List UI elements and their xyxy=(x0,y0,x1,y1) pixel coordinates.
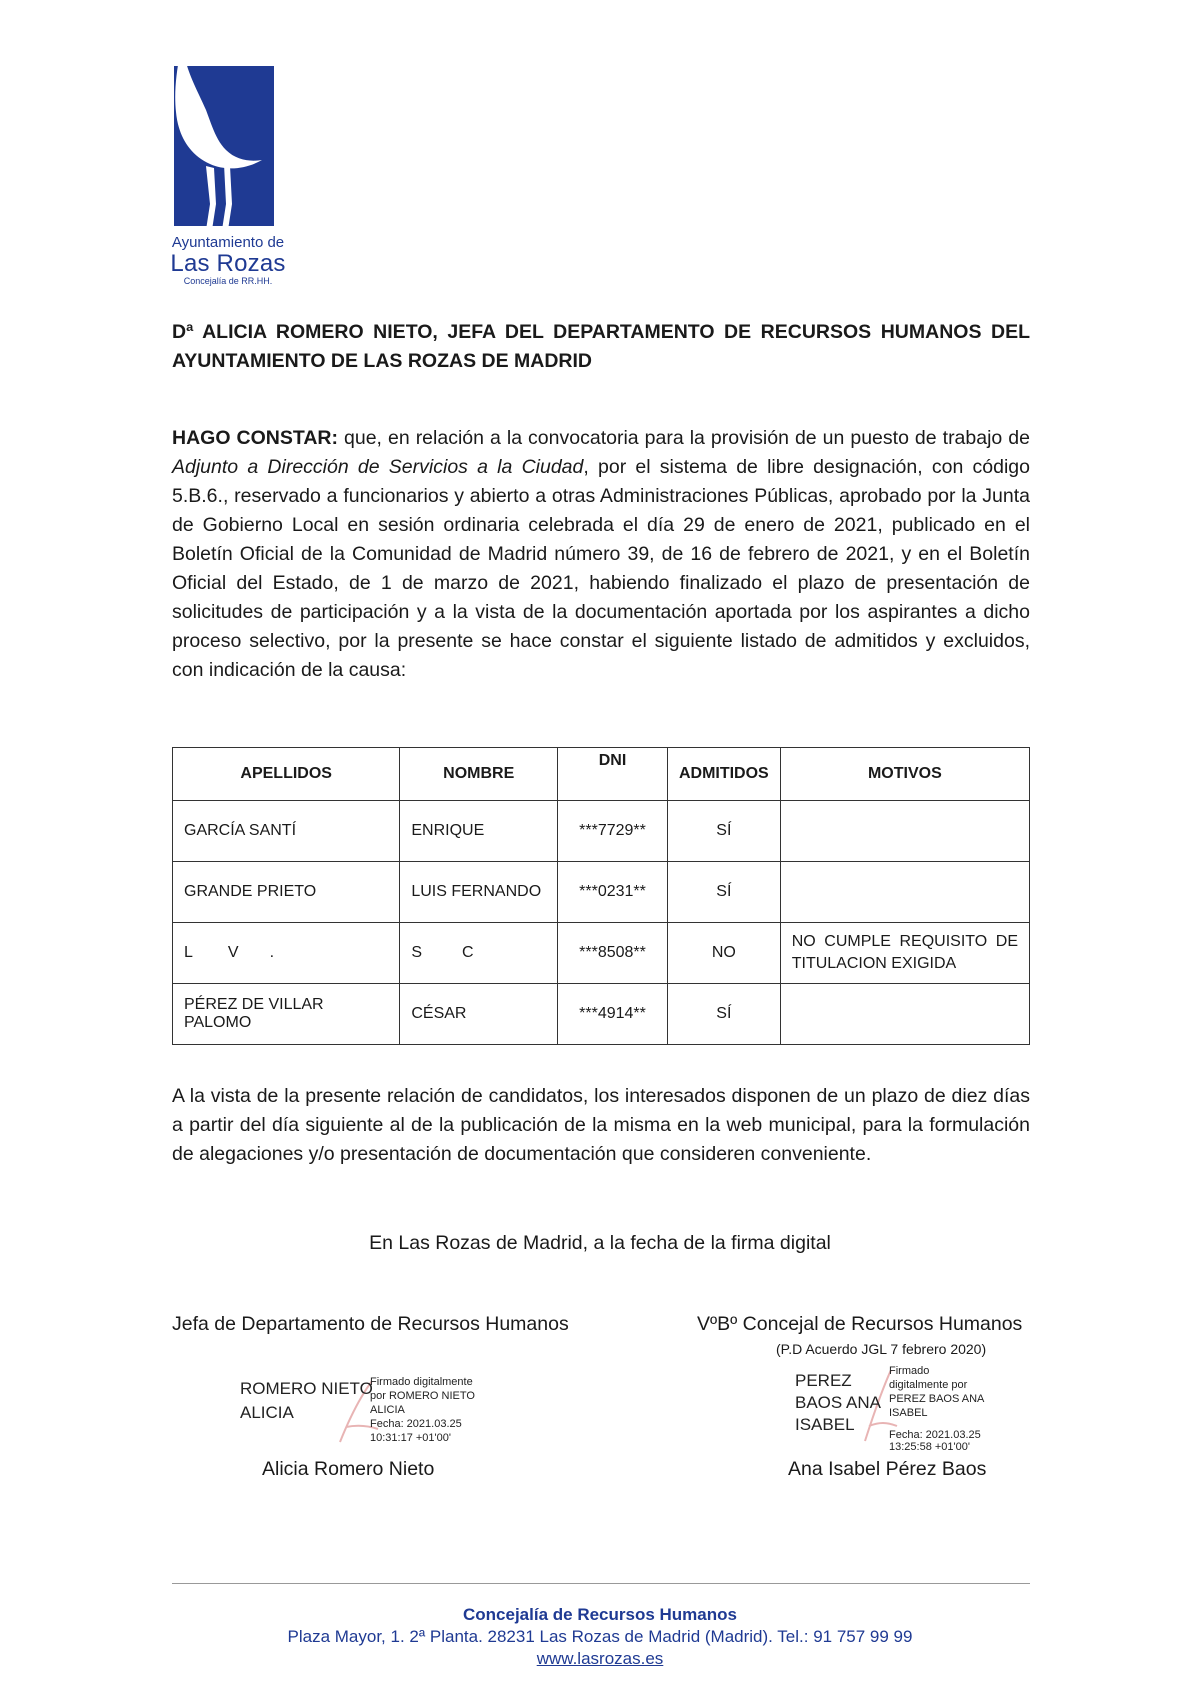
stamp-name-line-1: ROMERO NIETO xyxy=(240,1379,373,1398)
footer-web-link[interactable]: www.lasrozas.es xyxy=(536,1649,664,1668)
logo-line-2: Las Rozas xyxy=(170,250,286,277)
stamp-text-line-3: PEREZ BAOS ANA xyxy=(889,1393,985,1405)
cell-apellidos: PÉREZ DE VILLAR PALOMO xyxy=(173,984,400,1045)
cell-nombre: S C xyxy=(400,923,558,984)
stamp-name-line-1: PEREZ xyxy=(795,1371,852,1390)
stamp-text-line-1: Firmado xyxy=(889,1365,930,1377)
cell-motivo xyxy=(780,862,1029,923)
stamp-text-line-5: 10:31:17 +01'00' xyxy=(370,1432,451,1444)
stamp-text-line-4: ISABEL xyxy=(889,1407,928,1419)
cell-motivo: NO CUMPLE REQUISITO DE TITULACION EXIGIDA xyxy=(780,923,1029,984)
table-row xyxy=(173,862,1030,923)
signer-name-right: Ana Isabel Pérez Baos xyxy=(788,1458,987,1480)
document-heading: Dª ALICIA ROMERO NIETO, JEFA DEL DEPARTAMENTO DE RECURSOS HUMANOS DEL AYUNTAMIENTO DE LAS ROZAS DE MADRID xyxy=(172,321,1030,372)
closing-paragraph: A la vista de la presente relación de candidatos, los interesados disponen de un plazo de diez días a partir del día siguiente al de la publicación de la misma en la web municipal, para la formulación de alegaciones y/o presentación de documentación que consideren conveniente. xyxy=(172,1085,1030,1165)
cell-motivo xyxy=(780,801,1029,862)
stamp-name-line-2: BAOS ANA xyxy=(795,1393,881,1412)
body-post: Adjunto a Dirección de Servicios a la Ciudad xyxy=(172,456,584,478)
place-date: En Las Rozas de Madrid, a la fecha de la firma digital xyxy=(369,1232,831,1254)
logo-line-3: Concejalía de RR.HH. xyxy=(183,276,273,286)
stamp-text-line-3: ALICIA xyxy=(370,1404,405,1416)
body-text-a: que, en relación a la convocatoria para la provisión de un puesto de trabajo de xyxy=(337,427,1030,449)
cell-admitido: SÍ xyxy=(667,984,780,1045)
cell-nombre: LUIS FERNANDO xyxy=(400,862,558,923)
signature-subtitle-right: (P.D Acuerdo JGL 7 febrero 2020) xyxy=(776,1341,987,1357)
body-text-b: , por el sistema de libre designación, con código 5.B.6., reservado a funcionarios y abierto a otras Administraciones Públicas, aprobado por la Junta de Gobierno Local en sesión ordinaria celebrada el día 29 de enero de 2021, publicado en el Boletín Oficial de la Comunidad de Madrid número 39, de 16 de febrero de 2021, y en el Boletín Oficial del Estado, de 1 de marzo de 2021, habiendo finalizado el plazo de presentación de solicitudes de participación y a la vista de la documentación aportada por los aspirantes a dicho proceso selectivo, por la presente se hace constar el siguiente listado de admitidos y excluidos, con indicación de la causa: xyxy=(172,456,1030,681)
cell-apellidos: GRANDE PRIETO xyxy=(173,862,400,923)
header-motivos: MOTIVOS xyxy=(780,748,1029,801)
stamp-text-line-4: Fecha: 2021.03.25 xyxy=(370,1418,462,1430)
stork-icon xyxy=(166,54,290,230)
stamp-text-line-2: por ROMERO NIETO xyxy=(370,1390,475,1402)
cell-apellidos: GARCÍA SANTÍ xyxy=(173,801,400,862)
digital-signature-left xyxy=(240,1372,500,1452)
logo-line-1: Ayuntamiento de xyxy=(171,234,285,251)
candidates-table xyxy=(172,747,1030,1045)
cell-admitido: SÍ xyxy=(667,862,780,923)
footer-divider xyxy=(172,1583,1030,1584)
footer-address: Plaza Mayor, 1. 2ª Planta. 28231 Las Rozas de Madrid (Madrid). Tel.: 91 757 99 99 xyxy=(287,1627,913,1646)
stamp-text-line-5: Fecha: 2021.03.25 xyxy=(889,1429,981,1441)
footer-department: Concejalía de Recursos Humanos xyxy=(463,1605,737,1624)
table-header-row xyxy=(173,748,1030,801)
cell-dni: ***0231** xyxy=(558,862,668,923)
stamp-text-line-2: digitalmente por xyxy=(889,1379,968,1391)
signer-name-left: Alicia Romero Nieto xyxy=(262,1458,435,1480)
signature-title-right: VºBº Concejal de Recursos Humanos xyxy=(697,1313,1023,1335)
stamp-text-line-1: Firmado digitalmente xyxy=(370,1376,473,1388)
stamp-text-line-6: 13:25:58 +01'00' xyxy=(889,1441,970,1453)
digital-signature-right xyxy=(795,1364,1015,1452)
logo xyxy=(166,54,290,284)
cell-nombre: ENRIQUE xyxy=(400,801,558,862)
signature-title-left: Jefa de Departamento de Recursos Humanos xyxy=(172,1313,569,1335)
body-lead: HAGO CONSTAR: xyxy=(172,427,338,449)
stamp-name-line-3: ISABEL xyxy=(795,1415,855,1434)
table-row xyxy=(173,801,1030,862)
cell-admitido: NO xyxy=(667,923,780,984)
table-row xyxy=(173,923,1030,984)
stamp-name-line-2: ALICIA xyxy=(240,1403,294,1422)
cell-nombre: CÉSAR xyxy=(400,984,558,1045)
cell-admitido: SÍ xyxy=(667,801,780,862)
table-row xyxy=(173,984,1030,1045)
cell-dni: ***8508** xyxy=(558,923,668,984)
header-dni: DNI xyxy=(558,748,668,801)
cell-motivo xyxy=(780,984,1029,1045)
body-paragraph xyxy=(172,424,1030,685)
cell-dni: ***7729** xyxy=(558,801,668,862)
header-apellidos: APELLIDOS xyxy=(173,748,400,801)
header-admitidos: ADMITIDOS xyxy=(667,748,780,801)
header-nombre: NOMBRE xyxy=(400,748,558,801)
cell-dni: ***4914** xyxy=(558,984,668,1045)
cell-apellidos: L V . xyxy=(173,923,400,984)
